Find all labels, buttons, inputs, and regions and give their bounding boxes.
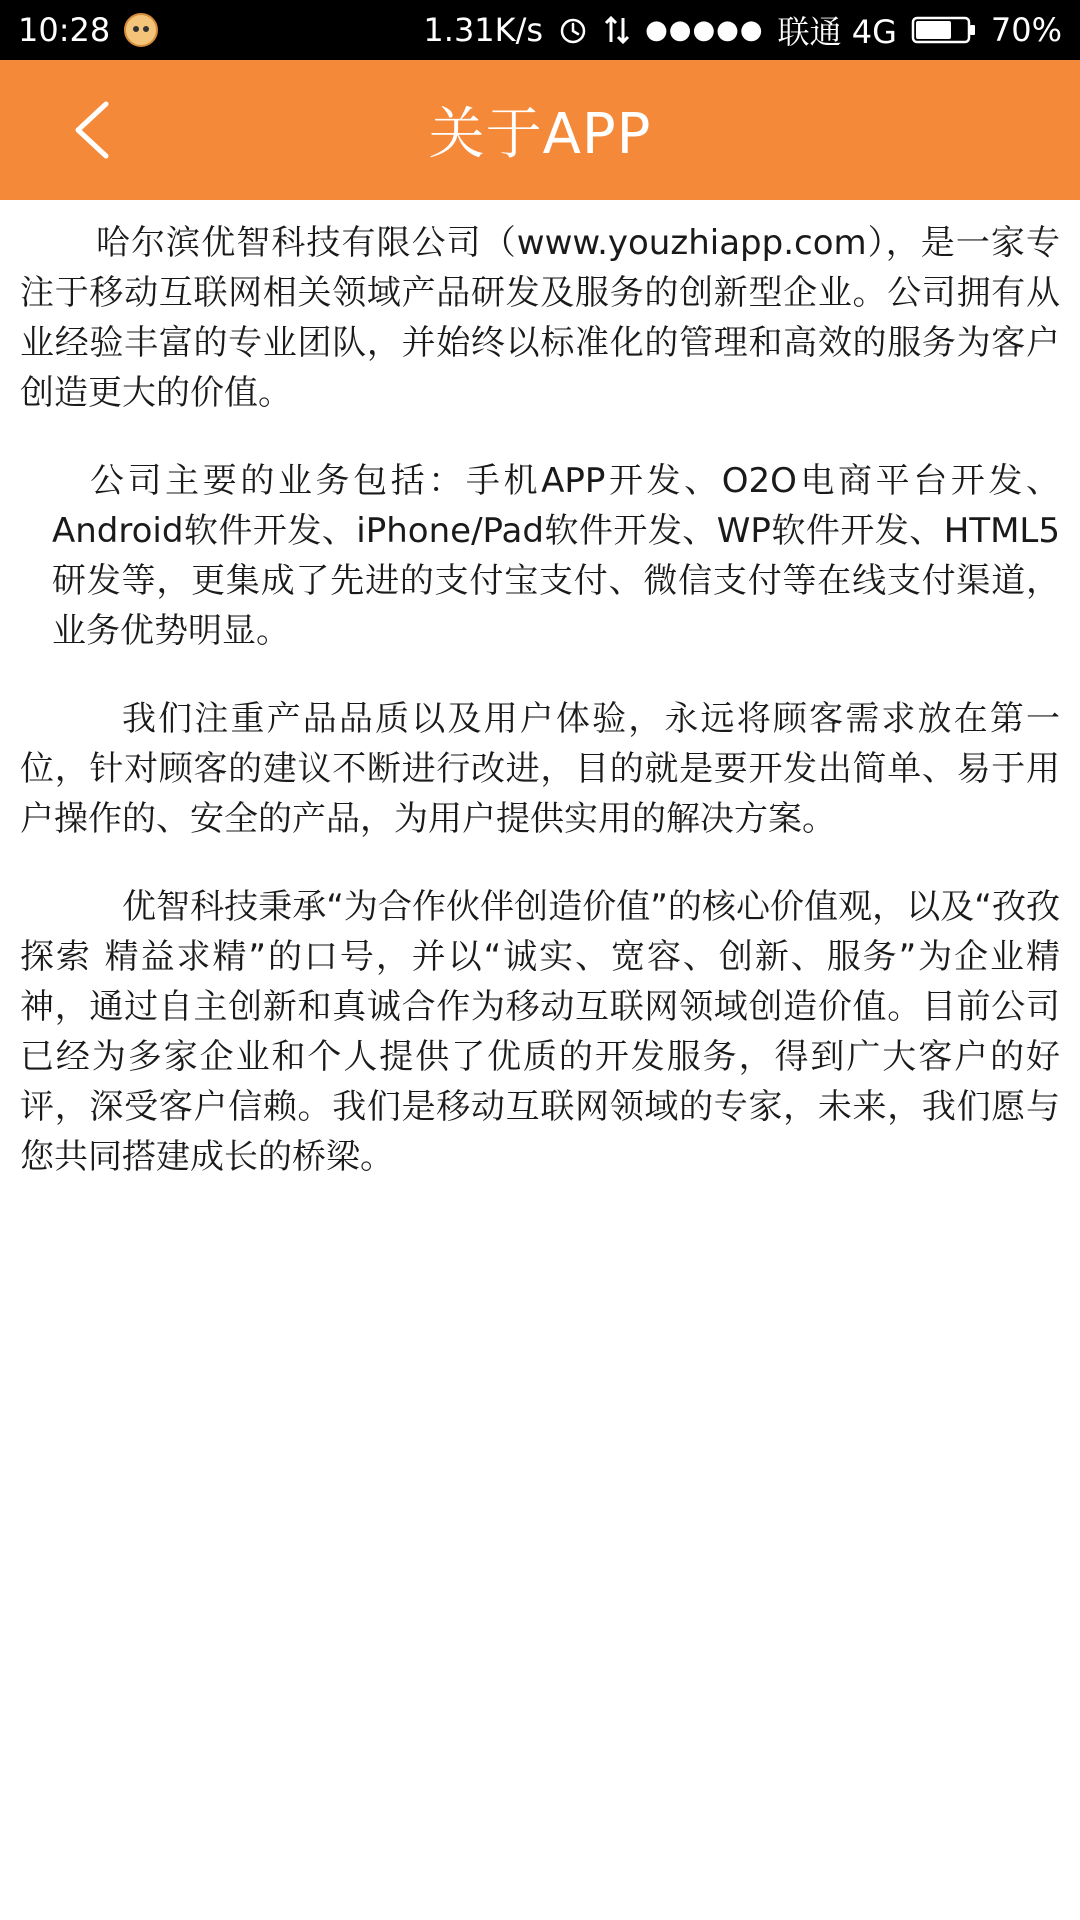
back-button[interactable] bbox=[56, 94, 128, 166]
title-bar bbox=[0, 60, 1080, 200]
about-paragraph-4: 优智科技秉承“为合作伙伴创造价值”的核心价值观，以及“孜孜探索 精益求精”的口号，并以“诚实、宽容、创新、服务”为企业精神，通过自主创新和真诚合作为移动互联网领域创造价值。目前公司已经为多家企业和个人提供了优质的开发服务，得到广大客户的好评，深受客户信赖。我们是移动互联网领域的专家，未来，我们愿与您共同搭建成长的桥梁。 bbox=[20, 887, 1060, 1177]
about-paragraph-2: 公司主要的业务包括：手机APP开发、O2O电商平台开发、Android软件开发、iPhone/Pad软件开发、WP软件开发、HTML5研发等，更集成了先进的支付宝支付、微信支付等在线支付渠道，业务优势明显。 bbox=[52, 461, 1060, 651]
about-content bbox=[20, 218, 1060, 1220]
status-left bbox=[18, 11, 158, 49]
carrier-label: 联通 4G bbox=[777, 13, 897, 51]
battery-icon bbox=[911, 15, 977, 45]
signal-strength: ●●●●● bbox=[645, 15, 764, 45]
about-paragraph-1: 哈尔滨优智科技有限公司（www.youzhiapp.com），是一家专注于移动互联网相关领域产品研发及服务的创新型企业。公司拥有从业经验丰富的专业团队，并始终以标准化的管理和高效的服务为客户创造更大的价值。 bbox=[20, 223, 1060, 413]
net-speed: 1.31K/s bbox=[423, 11, 544, 49]
status-bar bbox=[0, 0, 1080, 60]
chevron-left-icon bbox=[70, 100, 114, 160]
battery-percent: 70% bbox=[990, 11, 1062, 49]
mascot-icon bbox=[124, 13, 158, 47]
page-title: 关于APP bbox=[428, 102, 652, 167]
data-signal-icon bbox=[603, 14, 631, 46]
status-time: 10:28 bbox=[18, 11, 111, 49]
status-right bbox=[423, 7, 1062, 53]
about-paragraph-3: 我们注重产品品质以及用户体验，永远将顾客需求放在第一位，针对顾客的建议不断进行改进，目的就是要开发出简单、易于用户操作的、安全的产品，为用户提供实用的解决方案。 bbox=[20, 699, 1060, 839]
alarm-icon bbox=[557, 14, 589, 46]
